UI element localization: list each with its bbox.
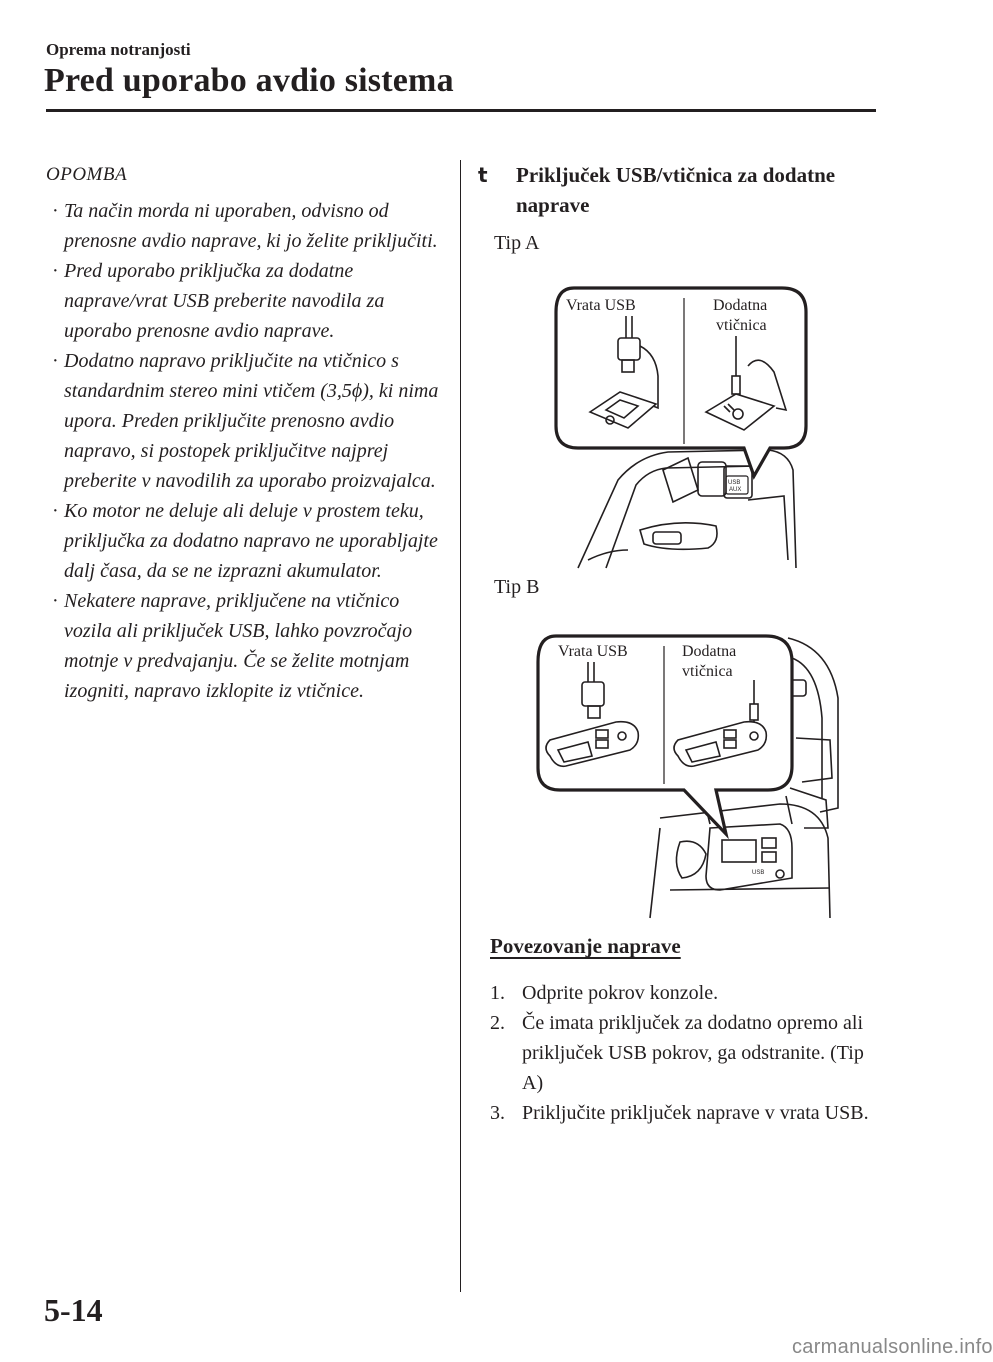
tip-b-label: Tip B	[494, 576, 540, 598]
note-text: Ta način morda ni uporaben, odvisno od prenosne avdio naprave, ki jo želite priključiti.	[64, 200, 438, 252]
note-list	[46, 196, 446, 706]
note-item	[46, 196, 446, 256]
aux-label-line1: Dodatna	[713, 297, 768, 314]
tip-a-illustration	[548, 280, 810, 570]
note-item	[46, 586, 446, 706]
step-item	[490, 1008, 880, 1098]
watermark[interactable]: carmanualsonline.info	[792, 1336, 993, 1358]
aux-label-line2: vtičnica	[716, 317, 767, 334]
note-item	[46, 346, 446, 496]
tip-b-illustration	[530, 628, 860, 918]
aux-label-line2: vtičnica	[682, 663, 733, 680]
step-number: 3.	[490, 1102, 505, 1124]
usb-port-label: Vrata USB	[558, 643, 628, 660]
step-item	[490, 1098, 880, 1128]
tip-a-label: Tip A	[494, 232, 540, 254]
aux-label-line1: Dodatna	[682, 643, 737, 660]
bullet-icon: ·	[52, 260, 59, 282]
bullet-icon: ·	[52, 500, 59, 522]
subsection-block	[478, 160, 888, 220]
note-title: OPOMBA	[46, 164, 128, 185]
connection-steps	[490, 978, 880, 1128]
page-number: 5-14	[44, 1292, 103, 1328]
section-label: Oprema notranjosti	[46, 40, 191, 59]
subsection-marker-icon: t	[478, 163, 488, 187]
note-text: Nekatere naprave, priključene na vtičnico vozila ali priključek USB, lahko povzročajo motnje v predvajanju. Če se želite motnjam izogniti, napravo izklopite iz vtičnice.	[64, 590, 413, 702]
bullet-icon: ·	[52, 200, 59, 222]
step-text: Če imata priključek za dodatno opremo ali priključek USB pokrov, ga odstranite. (Tip A)	[522, 1012, 864, 1094]
panel-aux-text: AUX	[729, 487, 742, 493]
subsection-heading	[478, 160, 888, 220]
step-text: Priključite priključek naprave v vrata USB.	[522, 1102, 869, 1124]
page-title: Pred uporabo avdio sistema	[44, 62, 454, 99]
title-rule	[46, 109, 876, 112]
column-divider	[460, 160, 461, 1292]
usb-port-label: Vrata USB	[566, 297, 636, 314]
bullet-icon: ·	[52, 590, 59, 612]
step-text: Odprite pokrov konzole.	[522, 982, 719, 1004]
connection-heading: Povezovanje naprave	[490, 934, 681, 958]
bullet-icon: ·	[52, 350, 59, 372]
note-item	[46, 256, 446, 346]
step-item	[490, 978, 880, 1008]
note-text: Dodatno napravo priključite na vtičnico s standardnim stereo mini vtičem (3,5ϕ), ki nima upora. Preden priključite prenosno avdio napravo, si postopek priključitve najprej preberite v navodilih za uporabo proizvajalca.	[64, 350, 439, 492]
step-number: 1.	[490, 982, 505, 1004]
callout-bubble	[556, 288, 806, 476]
console-drawing	[578, 450, 796, 568]
panel-usb-text: USB	[728, 480, 741, 486]
note-text: Pred uporabo priključka za dodatne naprave/vrat USB preberite navodila za uporabo prenosne avdio naprave.	[64, 260, 385, 342]
panel-usb-text: USB	[752, 870, 765, 876]
note-item	[46, 496, 446, 586]
step-number: 2.	[490, 1012, 505, 1034]
subsection-title: Priključek USB/vtičnica za dodatne naprave	[516, 163, 836, 217]
note-text: Ko motor ne deluje ali deluje v prostem teku, priključka za dodatno napravo ne uporabljajte dalj časa, da se ne izprazni akumulator.	[64, 500, 438, 582]
note-block	[46, 160, 446, 706]
